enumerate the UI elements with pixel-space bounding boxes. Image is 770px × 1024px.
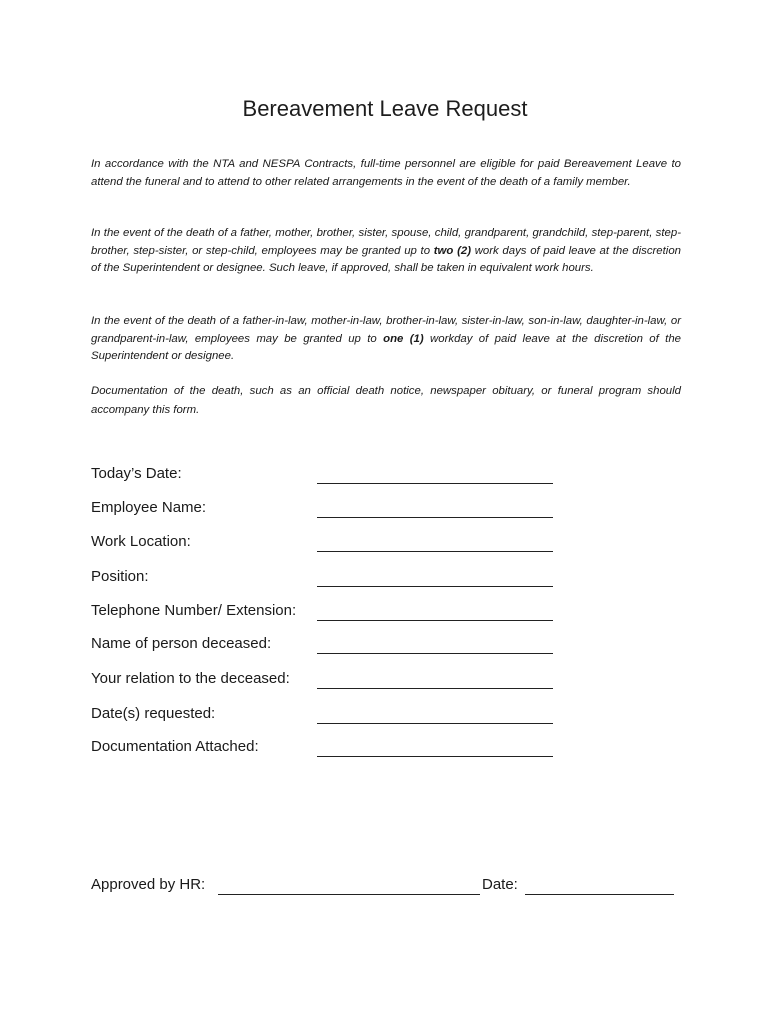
work-location-input[interactable] <box>317 533 553 552</box>
field-label: Name of person deceased: <box>91 635 272 652</box>
paragraph-text: In the event of the death of a father-in-law, mother-in-law, brother-in-law, sister-in-law, son-in-law, daughter-in-law, or grandparent-in-law, employees may be granted up to <box>91 315 681 345</box>
form-field-documentation <box>91 738 691 760</box>
approval-section <box>91 876 691 898</box>
telephone-input[interactable] <box>317 602 553 621</box>
approval-date-label: Date: <box>482 876 518 893</box>
form-field-person-deceased <box>91 635 691 657</box>
field-label: Work Location: <box>91 533 191 550</box>
document-title: Bereavement Leave Request <box>242 96 528 121</box>
paragraph-text: In the event of the death of a father, mother, brother, sister, spouse, child, grandparent, grandchild, step-parent, step-brother, step-sister, or step-child, employees may be granted up to <box>91 227 681 257</box>
approved-by-hr-input[interactable] <box>218 876 480 895</box>
field-label: Documentation Attached: <box>91 738 259 755</box>
paragraph-eligibility: In accordance with the NTA and NESPA Contracts, full-time personnel are eligible for paid Bereavement Leave to attend the funeral and to attend to other related arrangements in the event of the death of a family member. <box>91 158 681 188</box>
form-field-telephone <box>91 602 691 624</box>
paragraph-in-law-family <box>91 313 681 366</box>
field-label: Your relation to the deceased: <box>91 670 290 687</box>
employee-name-input[interactable] <box>317 499 553 518</box>
form-field-position <box>91 568 691 590</box>
paragraph-bold-days: two (2) <box>433 244 471 257</box>
form-field-work-location <box>91 533 691 555</box>
paragraph-text: work days of paid leave at the discretion of the Superintendent or designee. Such leave, if approved, shall be taken in equivalent work hours. <box>91 244 682 274</box>
paragraph-text: workday of paid leave at the discretion of the Superintendent or designee. <box>91 332 681 362</box>
relation-input[interactable] <box>317 670 553 689</box>
field-label: Position: <box>91 568 149 585</box>
form-field-relation <box>91 670 691 692</box>
person-deceased-input[interactable] <box>317 635 553 654</box>
field-label: Today’s Date: <box>91 465 182 482</box>
approval-date-input[interactable] <box>525 876 674 895</box>
dates-requested-input[interactable] <box>317 705 553 724</box>
position-input[interactable] <box>317 568 553 587</box>
paragraph-documentation: Documentation of the death, such as an official death notice, newspaper obituary, or funeral program should accompany this form. <box>91 385 681 416</box>
documentation-attached-input[interactable] <box>317 738 553 757</box>
todays-date-input[interactable] <box>317 465 553 484</box>
field-label: Date(s) requested: <box>91 705 216 722</box>
paragraph-immediate-family <box>91 225 681 278</box>
approved-by-hr-label: Approved by HR: <box>91 876 206 893</box>
field-label: Telephone Number/ Extension: <box>91 602 297 619</box>
form-field-employee-name <box>91 499 691 521</box>
paragraph-bold-days: one (1) <box>383 332 424 345</box>
field-label: Employee Name: <box>91 499 207 516</box>
form-field-dates-requested <box>91 705 691 727</box>
form-field-todays-date <box>91 465 691 487</box>
